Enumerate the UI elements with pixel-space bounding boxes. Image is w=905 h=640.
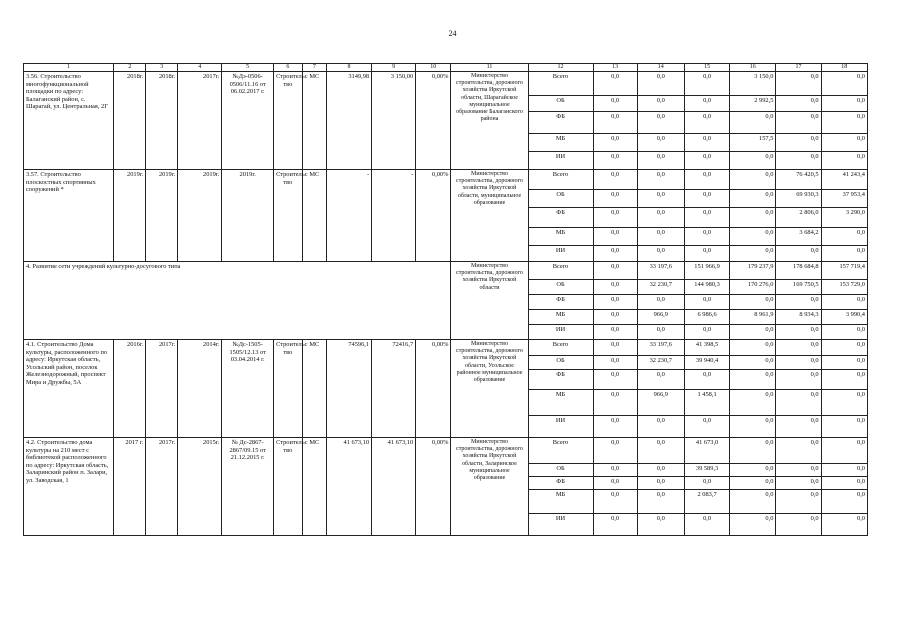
value-cell: 39 940,4 bbox=[684, 356, 729, 370]
year-cell: 2019г. bbox=[146, 170, 178, 262]
value-cell: 0,0 bbox=[593, 514, 637, 536]
value-cell: 0,0 bbox=[593, 477, 637, 490]
year-cell: 2016г. bbox=[114, 340, 146, 438]
cost-cell: - bbox=[326, 170, 371, 262]
value-cell: 76 420,5 bbox=[776, 170, 821, 190]
value-cell: 0,0 bbox=[684, 170, 729, 190]
value-cell: 0,0 bbox=[776, 152, 821, 170]
budget-level: ИИ bbox=[528, 152, 593, 170]
budget-level: ИИ bbox=[528, 246, 593, 262]
value-cell: 0,0 bbox=[730, 464, 776, 477]
value-cell: 0,0 bbox=[637, 464, 684, 477]
value-cell: 0,0 bbox=[776, 340, 821, 356]
ms-cell: МС bbox=[302, 72, 326, 170]
value-cell: 0,0 bbox=[730, 416, 776, 438]
table-row bbox=[24, 262, 868, 280]
value-cell: 0,0 bbox=[821, 340, 867, 356]
value-cell: 0,0 bbox=[593, 490, 637, 514]
value-cell: 0,0 bbox=[730, 438, 776, 464]
value-cell: 0,0 bbox=[821, 490, 867, 514]
value-cell: 0,0 bbox=[776, 438, 821, 464]
column-header-18: 18 bbox=[821, 64, 867, 72]
organization-cell: Министерство строительства, дорожного хозяйства Иркутской области bbox=[451, 262, 528, 340]
column-header-4: 4 bbox=[178, 64, 222, 72]
value-cell: 0,0 bbox=[637, 438, 684, 464]
header-row bbox=[24, 64, 868, 72]
cost-cell: 41 673,10 bbox=[326, 438, 371, 536]
budget-level: ОБ bbox=[528, 356, 593, 370]
value-cell: 0,0 bbox=[637, 325, 684, 340]
value-cell: 0,0 bbox=[730, 477, 776, 490]
budget-table bbox=[23, 63, 868, 536]
value-cell: 0,0 bbox=[637, 112, 684, 134]
value-cell: 0,0 bbox=[684, 416, 729, 438]
year-cell: 2019г. bbox=[114, 170, 146, 262]
project-name: 4.2. Строительство дома культуры на 210 мест с библиотекой расположенного по адресу: Иркутская область, Заларинский район п. Залари, ул. Заводская, 1 bbox=[24, 438, 114, 536]
budget-level: Всего bbox=[528, 262, 593, 280]
budget-level: Всего bbox=[528, 72, 593, 96]
budget-level: ОБ bbox=[528, 190, 593, 208]
value-cell: 0,0 bbox=[684, 295, 729, 310]
value-cell: 0,0 bbox=[593, 152, 637, 170]
value-cell: 0,0 bbox=[684, 514, 729, 536]
column-header-12: 12 bbox=[528, 64, 593, 72]
value-cell: 157,5 bbox=[730, 134, 776, 152]
value-cell: 0,0 bbox=[821, 477, 867, 490]
type-cell: Строительс тво bbox=[274, 170, 303, 262]
column-header-11: 11 bbox=[451, 64, 528, 72]
value-cell: 0,0 bbox=[776, 390, 821, 416]
organization-cell: Министерство строительства, дорожного хозяйства Иркутской области, муниципальное образование bbox=[451, 170, 528, 262]
ms-cell: МС bbox=[302, 170, 326, 262]
section-title: 4. Развитие сети учреждений культурно-досугового типа bbox=[24, 262, 451, 340]
column-header-13: 13 bbox=[593, 64, 637, 72]
value-cell: 0,0 bbox=[593, 208, 637, 228]
cost-cell: 3149,98 bbox=[326, 72, 371, 170]
value-cell: 2 992,5 bbox=[730, 96, 776, 112]
value-cell: 151 966,9 bbox=[684, 262, 729, 280]
value-cell: 0,0 bbox=[684, 96, 729, 112]
contract-cell: 2019г. bbox=[222, 170, 274, 262]
value-cell: 0,0 bbox=[593, 295, 637, 310]
value-cell: 0,0 bbox=[730, 514, 776, 536]
year-cell: 2017г. bbox=[178, 72, 222, 170]
value-cell: 0,0 bbox=[730, 112, 776, 134]
value-cell: 0,0 bbox=[637, 416, 684, 438]
value-cell: 0,0 bbox=[593, 190, 637, 208]
percent-cell: 0,00% bbox=[416, 340, 451, 438]
cost-cell: 72416,7 bbox=[372, 340, 416, 438]
value-cell: 0,0 bbox=[593, 356, 637, 370]
value-cell: 0,0 bbox=[637, 72, 684, 96]
value-cell: 3 290,0 bbox=[821, 208, 867, 228]
cost-cell: 41 673,10 bbox=[372, 438, 416, 536]
value-cell: 0,0 bbox=[637, 134, 684, 152]
budget-level: ИИ bbox=[528, 325, 593, 340]
value-cell: 0,0 bbox=[821, 96, 867, 112]
contract-cell: №Дэ-0506-0506/11.16 от 06.02.2017 г. bbox=[222, 72, 274, 170]
budget-level: Всего bbox=[528, 340, 593, 356]
percent-cell: 0,00% bbox=[416, 72, 451, 170]
value-cell: 0,0 bbox=[730, 170, 776, 190]
value-cell: 0,0 bbox=[593, 246, 637, 262]
budget-level: ОБ bbox=[528, 280, 593, 295]
value-cell: 69 930,3 bbox=[776, 190, 821, 208]
value-cell: 0,0 bbox=[637, 246, 684, 262]
value-cell: 966,9 bbox=[637, 310, 684, 325]
budget-level: МБ bbox=[528, 390, 593, 416]
value-cell: 8 961,9 bbox=[730, 310, 776, 325]
value-cell: 0,0 bbox=[821, 246, 867, 262]
value-cell: 0,0 bbox=[684, 325, 729, 340]
budget-level: МБ bbox=[528, 134, 593, 152]
value-cell: 0,0 bbox=[776, 356, 821, 370]
value-cell: 0,0 bbox=[593, 280, 637, 295]
column-header-10: 10 bbox=[416, 64, 451, 72]
column-header-16: 16 bbox=[730, 64, 776, 72]
value-cell: 0,0 bbox=[776, 490, 821, 514]
percent-cell: 0,00% bbox=[416, 438, 451, 536]
type-cell: Строительс тво bbox=[274, 438, 303, 536]
value-cell: 0,0 bbox=[821, 325, 867, 340]
column-header-15: 15 bbox=[684, 64, 729, 72]
value-cell: 153 729,0 bbox=[821, 280, 867, 295]
column-header-7: 7 bbox=[302, 64, 326, 72]
value-cell: 3 990,4 bbox=[821, 310, 867, 325]
column-header-9: 9 bbox=[372, 64, 416, 72]
project-name: 3.56. Строительство многофункциональной площадки по адресу: Балаганский район, с. Шарагай, ул. Центральная, 2Г bbox=[24, 72, 114, 170]
value-cell: 0,0 bbox=[776, 514, 821, 536]
year-cell: 2019г. bbox=[178, 170, 222, 262]
column-header-17: 17 bbox=[776, 64, 821, 72]
year-cell: 2017г. bbox=[146, 340, 178, 438]
value-cell: 3 150,0 bbox=[730, 72, 776, 96]
value-cell: 32 230,7 bbox=[637, 356, 684, 370]
value-cell: 169 750,5 bbox=[776, 280, 821, 295]
value-cell: 0,0 bbox=[684, 208, 729, 228]
budget-level: ФБ bbox=[528, 477, 593, 490]
budget-level: ФБ bbox=[528, 208, 593, 228]
value-cell: 0,0 bbox=[821, 295, 867, 310]
organization-cell: Министерство строительства, дорожного хозяйства Иркутской области, Усольское районное муниципальное образование bbox=[451, 340, 528, 438]
budget-level: ФБ bbox=[528, 295, 593, 310]
value-cell: 0,0 bbox=[637, 490, 684, 514]
value-cell: 3 684,2 bbox=[776, 228, 821, 246]
value-cell: 0,0 bbox=[637, 370, 684, 390]
value-cell: 0,0 bbox=[821, 112, 867, 134]
value-cell: 0,0 bbox=[593, 96, 637, 112]
value-cell: 0,0 bbox=[821, 134, 867, 152]
budget-level: ОБ bbox=[528, 464, 593, 477]
value-cell: 0,0 bbox=[730, 356, 776, 370]
value-cell: 33 197,6 bbox=[637, 340, 684, 356]
value-cell: 0,0 bbox=[593, 340, 637, 356]
value-cell: 0,0 bbox=[730, 325, 776, 340]
table-row bbox=[24, 72, 868, 96]
value-cell: 0,0 bbox=[593, 438, 637, 464]
value-cell: 179 237,9 bbox=[730, 262, 776, 280]
value-cell: 0,0 bbox=[821, 438, 867, 464]
value-cell: 0,0 bbox=[821, 370, 867, 390]
value-cell: 157 719,4 bbox=[821, 262, 867, 280]
value-cell: 0,0 bbox=[821, 356, 867, 370]
value-cell: 0,0 bbox=[684, 134, 729, 152]
value-cell: 2 806,0 bbox=[776, 208, 821, 228]
value-cell: 0,0 bbox=[730, 228, 776, 246]
contract-cell: № Дс-2867-2867/09.15 от 21.12.2015 г. bbox=[222, 438, 274, 536]
value-cell: 0,0 bbox=[776, 477, 821, 490]
column-header-14: 14 bbox=[637, 64, 684, 72]
column-header-8: 8 bbox=[326, 64, 371, 72]
value-cell: 0,0 bbox=[593, 390, 637, 416]
value-cell: 0,0 bbox=[637, 514, 684, 536]
value-cell: 0,0 bbox=[730, 208, 776, 228]
value-cell: 0,0 bbox=[776, 112, 821, 134]
value-cell: 39 589,3 bbox=[684, 464, 729, 477]
project-name: 3.57. Строительство плоскостных спортивных сооружений * bbox=[24, 170, 114, 262]
value-cell: 0,0 bbox=[730, 340, 776, 356]
year-cell: 2017 г. bbox=[114, 438, 146, 536]
year-cell: 2018г. bbox=[114, 72, 146, 170]
value-cell: 37 953,4 bbox=[821, 190, 867, 208]
value-cell: 0,0 bbox=[730, 295, 776, 310]
column-header-3: 3 bbox=[146, 64, 178, 72]
value-cell: 966,9 bbox=[637, 390, 684, 416]
value-cell: 0,0 bbox=[637, 190, 684, 208]
value-cell: 0,0 bbox=[821, 152, 867, 170]
budget-level: ФБ bbox=[528, 370, 593, 390]
budget-level: МБ bbox=[528, 490, 593, 514]
value-cell: 0,0 bbox=[593, 170, 637, 190]
page-number: 24 bbox=[448, 29, 457, 38]
value-cell: 0,0 bbox=[730, 190, 776, 208]
value-cell: 0,0 bbox=[730, 370, 776, 390]
value-cell: 0,0 bbox=[821, 72, 867, 96]
value-cell: 0,0 bbox=[593, 72, 637, 96]
value-cell: 0,0 bbox=[637, 208, 684, 228]
value-cell: 0,0 bbox=[593, 134, 637, 152]
column-header-2: 2 bbox=[114, 64, 146, 72]
ms-cell: МС bbox=[302, 438, 326, 536]
budget-level: МБ bbox=[528, 310, 593, 325]
column-header-1: 1 bbox=[24, 64, 114, 72]
value-cell: 0,0 bbox=[730, 152, 776, 170]
budget-level: МБ bbox=[528, 228, 593, 246]
value-cell: 0,0 bbox=[684, 152, 729, 170]
value-cell: 33 197,6 bbox=[637, 262, 684, 280]
value-cell: 0,0 bbox=[730, 246, 776, 262]
value-cell: 0,0 bbox=[593, 228, 637, 246]
year-cell: 2015г. bbox=[178, 438, 222, 536]
value-cell: 0,0 bbox=[776, 246, 821, 262]
value-cell: 0,0 bbox=[593, 370, 637, 390]
value-cell: 32 230,7 bbox=[637, 280, 684, 295]
value-cell: 1 458,1 bbox=[684, 390, 729, 416]
value-cell: 0,0 bbox=[821, 416, 867, 438]
value-cell: 0,0 bbox=[593, 325, 637, 340]
value-cell: 0,0 bbox=[637, 96, 684, 112]
value-cell: 0,0 bbox=[776, 370, 821, 390]
value-cell: 0,0 bbox=[684, 246, 729, 262]
value-cell: 0,0 bbox=[593, 310, 637, 325]
value-cell: 0,0 bbox=[730, 390, 776, 416]
contract-cell: №Дс-1505-1505/12.13 от 03.04.2014 г. bbox=[222, 340, 274, 438]
value-cell: 144 980,3 bbox=[684, 280, 729, 295]
value-cell: 0,0 bbox=[684, 228, 729, 246]
budget-level: Всего bbox=[528, 438, 593, 464]
value-cell: 41 673,0 bbox=[684, 438, 729, 464]
value-cell: 0,0 bbox=[776, 295, 821, 310]
value-cell: 0,0 bbox=[684, 190, 729, 208]
value-cell: 178 684,8 bbox=[776, 262, 821, 280]
value-cell: 0,0 bbox=[637, 295, 684, 310]
type-cell: Строительс тво bbox=[274, 340, 303, 438]
column-header-6: 6 bbox=[274, 64, 303, 72]
value-cell: 41 243,4 bbox=[821, 170, 867, 190]
year-cell: 2017г. bbox=[146, 438, 178, 536]
column-header-5: 5 bbox=[222, 64, 274, 72]
value-cell: 8 934,3 bbox=[776, 310, 821, 325]
value-cell: 0,0 bbox=[684, 370, 729, 390]
value-cell: 0,0 bbox=[730, 490, 776, 514]
value-cell: 0,0 bbox=[637, 170, 684, 190]
value-cell: 41 398,5 bbox=[684, 340, 729, 356]
year-cell: 2018г. bbox=[146, 72, 178, 170]
value-cell: 0,0 bbox=[776, 96, 821, 112]
value-cell: 0,0 bbox=[684, 72, 729, 96]
value-cell: 0,0 bbox=[684, 112, 729, 134]
cost-cell: 3 150,00 bbox=[372, 72, 416, 170]
value-cell: 0,0 bbox=[821, 228, 867, 246]
table-row bbox=[24, 340, 868, 356]
value-cell: 0,0 bbox=[593, 416, 637, 438]
organization-cell: Министерство строительства, дорожного хозяйства Иркутской области, Заларинское муниципальное образование bbox=[451, 438, 528, 536]
budget-level: ОБ bbox=[528, 96, 593, 112]
value-cell: 0,0 bbox=[776, 464, 821, 477]
value-cell: 170 276,0 bbox=[730, 280, 776, 295]
value-cell: 0,0 bbox=[684, 477, 729, 490]
year-cell: 2014г. bbox=[178, 340, 222, 438]
cost-cell: - bbox=[372, 170, 416, 262]
value-cell: 0,0 bbox=[593, 112, 637, 134]
value-cell: 0,0 bbox=[821, 514, 867, 536]
project-name: 4.1. Строительство Дома культуры, расположенного по адресу: Иркутская область, Усольский район, поселок Железнодорожный, проспект Мира и Дружбы, 5А bbox=[24, 340, 114, 438]
value-cell: 0,0 bbox=[776, 325, 821, 340]
budget-level: ИИ bbox=[528, 416, 593, 438]
cost-cell: 74596,1 bbox=[326, 340, 371, 438]
budget-level: Всего bbox=[528, 170, 593, 190]
value-cell: 0,0 bbox=[637, 477, 684, 490]
value-cell: 0,0 bbox=[593, 464, 637, 477]
table-row bbox=[24, 438, 868, 464]
organization-cell: Министерство строительства, дорожного хозяйства Иркутской области, Шарагайское муниципальное образование Балаганского района bbox=[451, 72, 528, 170]
value-cell: 0,0 bbox=[637, 152, 684, 170]
value-cell: 0,0 bbox=[821, 464, 867, 477]
value-cell: 0,0 bbox=[776, 134, 821, 152]
value-cell: 0,0 bbox=[776, 416, 821, 438]
value-cell: 0,0 bbox=[821, 390, 867, 416]
value-cell: 6 986,6 bbox=[684, 310, 729, 325]
value-cell: 2 083,7 bbox=[684, 490, 729, 514]
percent-cell: 0,00% bbox=[416, 170, 451, 262]
value-cell: 0,0 bbox=[776, 72, 821, 96]
budget-level: ФБ bbox=[528, 112, 593, 134]
table-row bbox=[24, 170, 868, 190]
ms-cell: МС bbox=[302, 340, 326, 438]
budget-level: ИИ bbox=[528, 514, 593, 536]
value-cell: 0,0 bbox=[637, 228, 684, 246]
value-cell: 0,0 bbox=[593, 262, 637, 280]
type-cell: Строительс тво bbox=[274, 72, 303, 170]
